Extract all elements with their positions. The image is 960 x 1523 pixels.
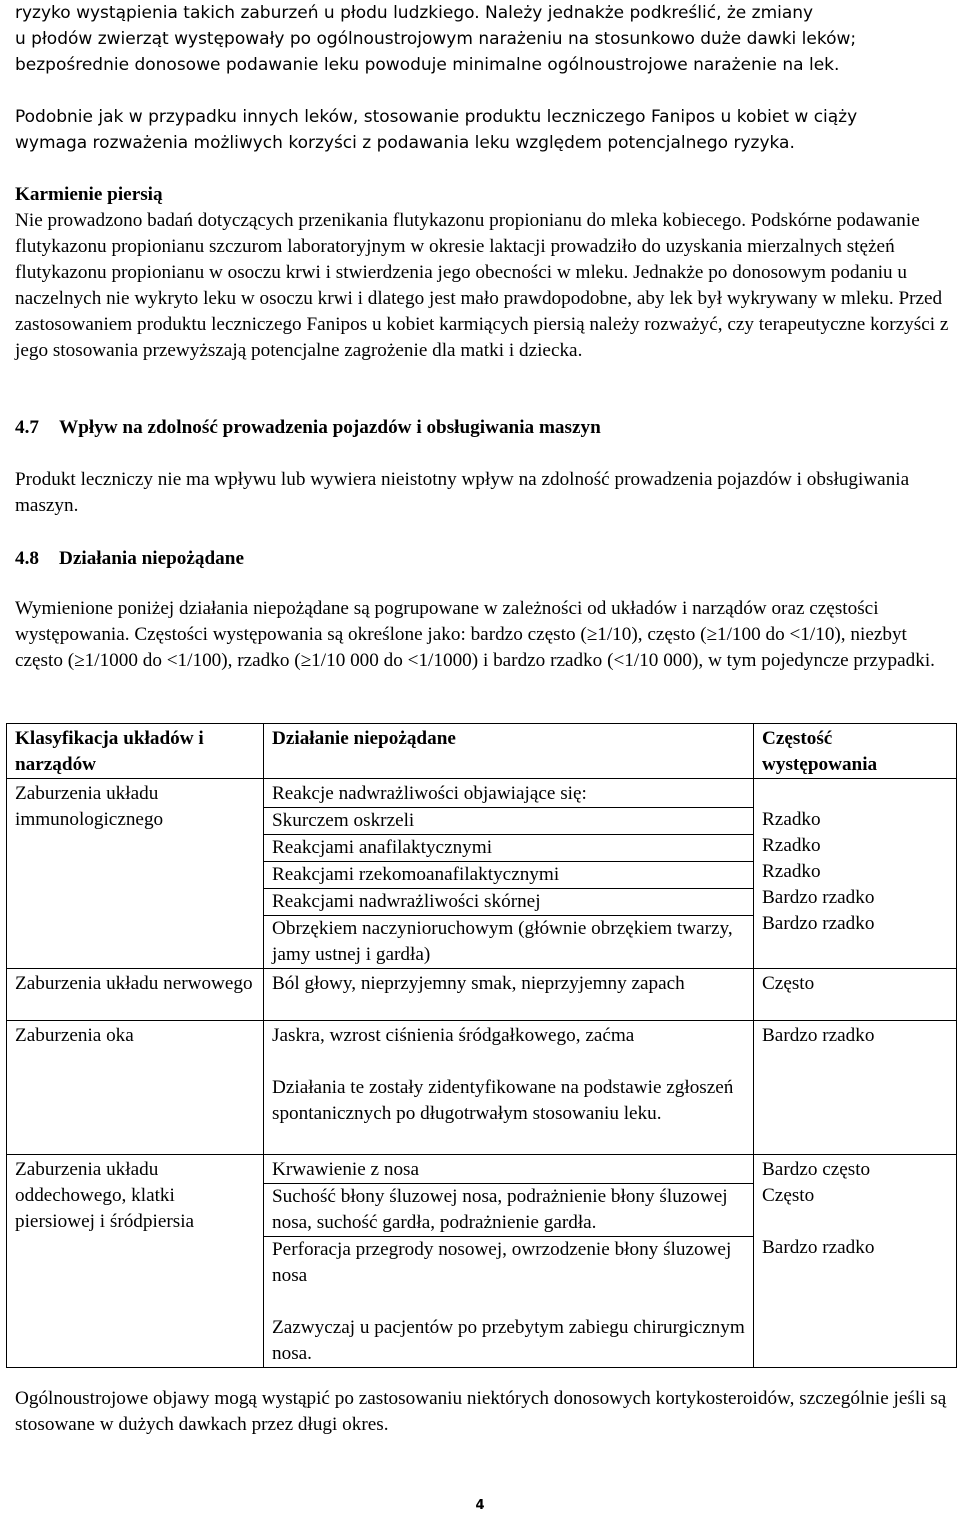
text-line: wymaga rozważenia możliwych korzyści z podawania leku względem potencjalnego ryzyka. [15, 133, 795, 153]
effect-note: Zazwyczaj u pacjentów po przebytym zabiegu chirurgicznym nosa. [272, 1317, 745, 1364]
frequency-text: Bardzo rzadko [762, 913, 875, 934]
table-row [7, 969, 957, 1021]
section-title: Działania niepożądane [59, 548, 244, 569]
lactation-text: Nie prowadzono badań dotyczących przenikania flutykazonu propionianu do mleka kobiecego. Podskórne podawanie flutykazonu propionianu szczurom laboratoryjnym w okresie laktacji prowadziło do uzyskania mierzalnych stężeń flutykazonu propionianu w osoczu krwi i stwierdzenia jego obecności w mleku. Jednakże po donosowym podaniu u naczelnych nie wykryto leku w osoczu krwi i dlatego jest mało prawdopodobne, aby lek był wykrywany w mleku. Przed zastosowaniem produktu leczniczego Fanipos u kobiet karmiących piersią należy rozważyć, czy terapeutyczne korzyści z jego stosowania przewyższają potencjalne zagrożenie dla matki i dziecka. [15, 210, 949, 361]
section-title: Wpływ na zdolność prowadzenia pojazdów i obsługiwania maszyn [59, 417, 601, 438]
effect-text: Reakcjami anafilaktycznymi [264, 835, 753, 862]
frequency-cell [754, 779, 957, 969]
pregnancy-risk-paragraph [15, 0, 950, 78]
system-organ-class: Zaburzenia układu nerwowego [15, 973, 253, 994]
lactation-heading: Karmienie piersią [15, 184, 163, 205]
frequency-cell [754, 969, 957, 1021]
table-header-row [7, 724, 957, 779]
section-4-7-heading [15, 415, 950, 441]
system-cell [7, 1021, 264, 1155]
effect-text: Skurczem oskrzeli [264, 808, 753, 835]
frequency-cell [754, 1155, 957, 1368]
section-number: 4.8 [15, 548, 39, 569]
frequency-text: Bardzo rzadko [762, 1237, 875, 1258]
frequency-text: Bardzo rzadko [762, 887, 875, 908]
system-organ-class: Zaburzenia układu immunologicznego [15, 783, 164, 830]
effect-note: Działania te zostały zidentyfikowane na podstawie zgłoszeń spontanicznych po długotrwałym stosowaniu leku. [272, 1077, 734, 1124]
section-4-8-heading [15, 546, 950, 572]
systemic-effects-paragraph: Ogólnoustrojowe objawy mogą wystąpić po zastosowaniu niektórych donosowych kortykosteroidów, szczególnie jeśli są stosowane w dużych dawkach przez długi okres. [15, 1388, 947, 1435]
effect-text: Perforacja przegrody nosowej, owrzodzenie błony śluzowej nosa [272, 1239, 732, 1286]
text-line: u płodów zwierząt występowały po ogólnoustrojowym narażeniu na stosunkowo duże dawki leków; [15, 29, 857, 49]
frequency-text: Rzadko [762, 835, 821, 856]
frequency-text: Bardzo rzadko [762, 1025, 875, 1046]
effect-cell [264, 1021, 754, 1155]
system-cell [7, 969, 264, 1021]
frequency-text: Bardzo często [762, 1159, 871, 1180]
table-row [7, 1155, 957, 1368]
effect-text: Krwawienie z nosa [264, 1157, 753, 1184]
frequency-text: Często [762, 973, 815, 994]
section-4-7-text: Produkt leczniczy nie ma wpływu lub wywiera nieistotny wpływ na zdolność prowadzenia pojazdów i obsługiwania maszyn. [15, 469, 910, 516]
frequency-text: Często [762, 1185, 815, 1206]
effect-cell [264, 779, 754, 969]
system-organ-class: Zaburzenia układu oddechowego, klatki piersiowej i śródpiersia [15, 1159, 195, 1232]
frequency-spacer [762, 781, 948, 807]
effect-text: Reakcjami rzekomoanafilaktycznymi [264, 862, 753, 889]
header-cell [7, 724, 264, 779]
effect-text: Ból głowy, nieprzyjemny smak, nieprzyjemny zapach [272, 973, 685, 994]
text-line: ryzyko wystąpienia takich zaburzeń u płodu ludzkiego. Należy jednakże podkreślić, że zmiany [15, 3, 814, 23]
text-line: bezpośrednie donosowe podawanie leku powoduje minimalne ogólnoustrojowe narażenie na lek. [15, 55, 840, 75]
header-cell [264, 724, 754, 779]
text-line: Podobnie jak w przypadku innych leków, stosowanie produktu leczniczego Fanipos u kobiet w ciąży [15, 107, 858, 127]
pregnancy-paragraph [15, 104, 950, 156]
frequency-cell [754, 1021, 957, 1155]
effect-text: Obrzękiem naczynioruchowym (głównie obrzękiem twarzy, jamy ustnej i gardła) [272, 918, 733, 965]
section-number: 4.7 [15, 417, 39, 438]
system-cell [7, 779, 264, 969]
lactation-section [15, 182, 950, 364]
system-cell [7, 1155, 264, 1368]
effect-cell [264, 969, 754, 1021]
effect-cell [264, 1155, 754, 1368]
header-text: Działanie niepożądane [272, 728, 456, 749]
header-cell [754, 724, 957, 779]
section-4-8-text: Wymienione poniżej działania niepożądane są pogrupowane w zależności od układów i narządów oraz częstości występowania. Częstości występowania są określone jako: bardzo często (≥1/10), często (≥1/100 do <1/10), niezbyt często (≥1/1000 do <1/100), rzadko (≥1/10 000 do <1/1000) i bardzo rzadko (<1/10 000), w tym pojedyncze przypadki. [15, 598, 935, 671]
header-text: Częstość występowania [762, 728, 878, 775]
page-number: 4 [475, 1498, 485, 1513]
effect-text: Reakcjami nadwrażliwości skórnej [264, 889, 753, 916]
effect-text: Suchość błony śluzowej nosa, podrażnienie błony śluzowej nosa, suchość gardła, podrażnienie gardła. [264, 1184, 753, 1237]
header-text: Klasyfikacja układów i narządów [15, 728, 204, 775]
adverse-effects-table [6, 723, 957, 1368]
frequency-text: Rzadko [762, 809, 821, 830]
frequency-text: Rzadko [762, 861, 821, 882]
effect-text: Jaskra, wzrost ciśnienia śródgałkowego, zaćma [272, 1025, 635, 1046]
table-row [7, 779, 957, 969]
system-organ-class: Zaburzenia oka [15, 1025, 134, 1046]
effect-text: Reakcje nadwrażliwości objawiające się: [264, 781, 753, 808]
table-row [7, 1021, 957, 1155]
